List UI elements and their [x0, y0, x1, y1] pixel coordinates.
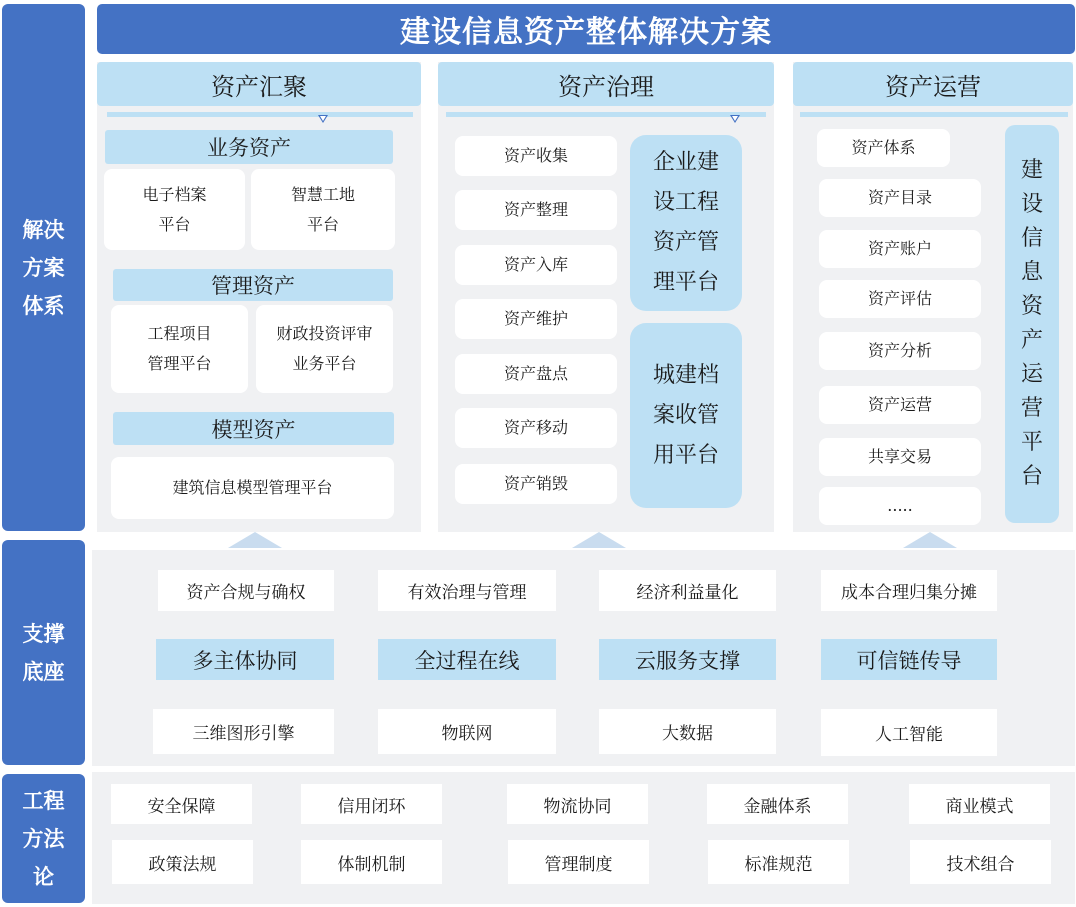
op-item-account: 资产账户	[819, 230, 981, 268]
operation-header: 资产运营	[793, 62, 1073, 106]
support-item-big-data: 大数据	[599, 709, 776, 754]
page-title: 建设信息资产整体解决方案	[97, 4, 1075, 54]
op-item-operation: 资产运营	[819, 386, 981, 424]
aggregation-header: 资产汇聚	[97, 62, 421, 106]
support-item-3d-engine: 三维图形引擎	[153, 709, 334, 754]
support-item-cloud: 云服务支撑	[599, 639, 776, 680]
platform-enterprise-assets: 企业建 设工程 资产管 理平台	[630, 135, 742, 311]
op-item-trading: 共享交易	[819, 438, 981, 476]
method-item-logistics: 物流协同	[507, 784, 648, 824]
side-label-method: 工程 方法 论	[2, 774, 85, 903]
platform-electronic-archive: 电子档案 平台	[104, 169, 245, 250]
method-item-standards: 标准规范	[708, 840, 849, 884]
method-item-rules: 管理制度	[508, 840, 649, 884]
step-maintain: 资产维护	[455, 299, 617, 339]
platform-bim-management: 建筑信息模型管理平台	[111, 457, 394, 519]
header-divider	[446, 112, 766, 117]
support-band	[92, 550, 1075, 766]
step-destroy: 资产销毁	[455, 464, 617, 504]
arrow-up-icon	[228, 532, 282, 548]
op-item-more: .....	[819, 487, 981, 525]
header-divider	[107, 112, 413, 117]
op-item-analysis: 资产分析	[819, 332, 981, 370]
support-item-online: 全过程在线	[378, 639, 556, 680]
platform-project-management: 工程项目 管理平台	[111, 305, 248, 393]
triangle-inner-icon	[732, 116, 738, 121]
triangle-inner-icon	[320, 116, 326, 121]
support-item-cost: 成本合理归集分摊	[821, 570, 997, 611]
category-business-assets: 业务资产	[105, 130, 393, 164]
step-inventory: 资产盘点	[455, 354, 617, 394]
arrow-up-icon	[903, 532, 957, 548]
method-item-policy: 政策法规	[112, 840, 253, 884]
op-item-catalog: 资产目录	[819, 179, 981, 217]
method-item-credit: 信用闭环	[301, 784, 442, 824]
method-item-business: 商业模式	[909, 784, 1050, 824]
platform-smart-site: 智慧工地 平台	[251, 169, 395, 250]
method-band	[92, 772, 1075, 904]
platform-asset-operation: 建 设 信 息 资 产 运 营 平 台	[1005, 125, 1059, 523]
method-item-security: 安全保障	[111, 784, 252, 824]
op-item-assessment: 资产评估	[819, 280, 981, 318]
aggregation-column	[97, 62, 421, 532]
op-item-system: 资产体系	[817, 129, 950, 167]
support-item-multi-party: 多主体协同	[156, 639, 334, 680]
support-item-economic: 经济利益量化	[599, 570, 776, 611]
method-item-tech: 技术组合	[910, 840, 1051, 884]
category-management-assets: 管理资产	[113, 269, 393, 301]
support-item-iot: 物联网	[378, 709, 556, 754]
arrow-up-icon	[572, 532, 626, 548]
governance-header: 资产治理	[438, 62, 774, 106]
step-organize: 资产整理	[455, 190, 617, 230]
side-label-solution: 解决 方案 体系	[2, 4, 85, 531]
support-item-compliance: 资产合规与确权	[158, 570, 334, 611]
operation-column	[793, 62, 1073, 532]
method-item-finance: 金融体系	[707, 784, 848, 824]
step-transfer: 资产移动	[455, 408, 617, 448]
support-item-ai: 人工智能	[821, 709, 997, 756]
header-divider	[800, 112, 1068, 117]
step-collect: 资产收集	[455, 136, 617, 176]
platform-urban-archive: 城建档 案收管 用平台	[630, 323, 742, 508]
category-model-assets: 模型资产	[113, 412, 394, 445]
platform-finance-review: 财政投资评审 业务平台	[256, 305, 393, 393]
support-item-governance: 有效治理与管理	[378, 570, 556, 611]
step-store: 资产入库	[455, 245, 617, 285]
governance-column	[438, 62, 774, 532]
method-item-institution: 体制机制	[301, 840, 442, 884]
side-label-support: 支撑 底座	[2, 540, 85, 765]
support-item-trust-chain: 可信链传导	[821, 639, 997, 680]
